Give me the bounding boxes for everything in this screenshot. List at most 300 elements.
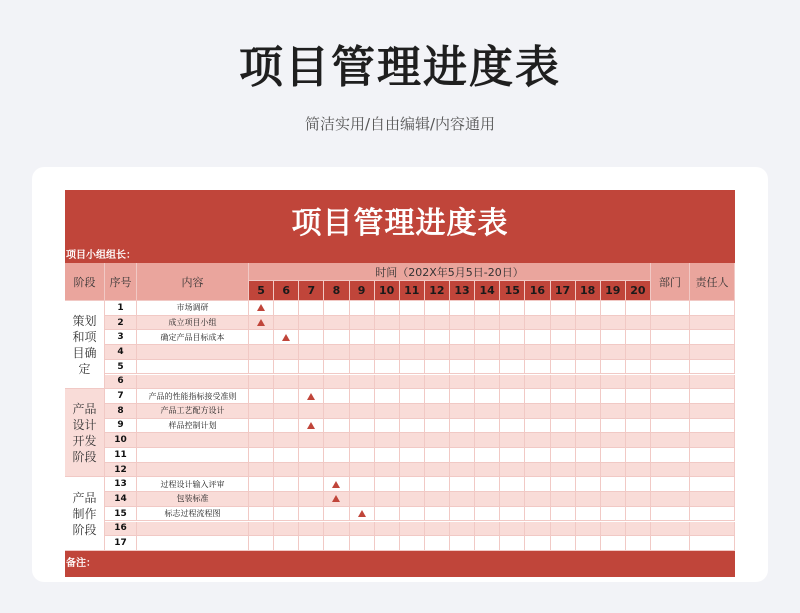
day-cell[interactable] bbox=[299, 477, 324, 492]
day-cell[interactable] bbox=[475, 301, 500, 316]
day-cell[interactable] bbox=[299, 419, 324, 434]
dept-cell[interactable] bbox=[651, 404, 690, 419]
owner-cell[interactable] bbox=[690, 345, 735, 360]
day-cell[interactable] bbox=[400, 522, 425, 537]
day-cell[interactable] bbox=[626, 448, 651, 463]
day-cell[interactable] bbox=[425, 536, 450, 551]
day-cell[interactable] bbox=[425, 375, 450, 390]
day-cell[interactable] bbox=[350, 477, 375, 492]
day-cell[interactable] bbox=[324, 345, 349, 360]
day-cell[interactable] bbox=[626, 419, 651, 434]
day-cell[interactable] bbox=[551, 360, 576, 375]
day-cell[interactable] bbox=[576, 536, 601, 551]
owner-cell[interactable] bbox=[690, 463, 735, 478]
day-cell[interactable] bbox=[626, 463, 651, 478]
dept-cell[interactable] bbox=[651, 301, 690, 316]
content-cell[interactable] bbox=[137, 536, 249, 551]
day-cell[interactable] bbox=[500, 448, 525, 463]
day-cell[interactable] bbox=[299, 404, 324, 419]
day-cell[interactable] bbox=[400, 507, 425, 522]
day-cell[interactable] bbox=[375, 448, 400, 463]
day-cell[interactable] bbox=[500, 536, 525, 551]
day-cell[interactable] bbox=[375, 345, 400, 360]
day-cell[interactable] bbox=[450, 507, 475, 522]
day-cell[interactable] bbox=[551, 330, 576, 345]
day-cell[interactable] bbox=[500, 492, 525, 507]
day-cell[interactable] bbox=[425, 463, 450, 478]
day-cell[interactable] bbox=[450, 536, 475, 551]
day-cell[interactable] bbox=[324, 448, 349, 463]
day-cell[interactable] bbox=[324, 330, 349, 345]
owner-cell[interactable] bbox=[690, 330, 735, 345]
day-cell[interactable] bbox=[500, 360, 525, 375]
day-cell[interactable] bbox=[601, 507, 626, 522]
dept-cell[interactable] bbox=[651, 433, 690, 448]
seq-cell[interactable]: 8 bbox=[105, 404, 137, 419]
day-cell[interactable] bbox=[425, 433, 450, 448]
day-cell[interactable] bbox=[576, 507, 601, 522]
day-cell[interactable] bbox=[375, 389, 400, 404]
day-cell[interactable] bbox=[525, 375, 550, 390]
day-cell[interactable] bbox=[350, 316, 375, 331]
day-cell[interactable] bbox=[576, 477, 601, 492]
day-cell[interactable] bbox=[249, 522, 274, 537]
day-cell[interactable] bbox=[274, 419, 299, 434]
content-cell[interactable]: 产品工艺配方设计 bbox=[137, 404, 249, 419]
seq-cell[interactable]: 9 bbox=[105, 419, 137, 434]
day-cell[interactable] bbox=[475, 507, 500, 522]
day-cell[interactable] bbox=[500, 345, 525, 360]
seq-cell[interactable]: 14 bbox=[105, 492, 137, 507]
day-cell[interactable] bbox=[626, 330, 651, 345]
dept-cell[interactable] bbox=[651, 375, 690, 390]
content-cell[interactable] bbox=[137, 463, 249, 478]
day-cell[interactable] bbox=[450, 477, 475, 492]
day-cell[interactable] bbox=[400, 301, 425, 316]
day-cell[interactable] bbox=[324, 404, 349, 419]
day-cell[interactable] bbox=[551, 389, 576, 404]
day-cell[interactable] bbox=[601, 492, 626, 507]
day-cell[interactable] bbox=[551, 522, 576, 537]
day-cell[interactable] bbox=[299, 360, 324, 375]
day-cell[interactable] bbox=[274, 301, 299, 316]
day-cell[interactable] bbox=[324, 477, 349, 492]
day-cell[interactable] bbox=[299, 448, 324, 463]
day-cell[interactable] bbox=[500, 507, 525, 522]
owner-cell[interactable] bbox=[690, 448, 735, 463]
day-cell[interactable] bbox=[475, 433, 500, 448]
day-cell[interactable] bbox=[375, 330, 400, 345]
day-cell[interactable] bbox=[249, 360, 274, 375]
day-cell[interactable] bbox=[475, 419, 500, 434]
day-cell[interactable] bbox=[626, 345, 651, 360]
day-cell[interactable] bbox=[249, 448, 274, 463]
day-cell[interactable] bbox=[450, 404, 475, 419]
day-cell[interactable] bbox=[249, 477, 274, 492]
day-cell[interactable] bbox=[525, 389, 550, 404]
content-cell[interactable]: 市场调研 bbox=[137, 301, 249, 316]
day-cell[interactable] bbox=[601, 463, 626, 478]
day-cell[interactable] bbox=[274, 330, 299, 345]
day-cell[interactable] bbox=[249, 389, 274, 404]
day-cell[interactable] bbox=[299, 522, 324, 537]
day-cell[interactable] bbox=[324, 360, 349, 375]
day-cell[interactable] bbox=[324, 316, 349, 331]
content-cell[interactable]: 确定产品目标成本 bbox=[137, 330, 249, 345]
day-cell[interactable] bbox=[425, 345, 450, 360]
day-cell[interactable] bbox=[551, 507, 576, 522]
day-cell[interactable] bbox=[500, 522, 525, 537]
day-cell[interactable] bbox=[400, 448, 425, 463]
day-cell[interactable] bbox=[525, 433, 550, 448]
content-cell[interactable] bbox=[137, 345, 249, 360]
day-cell[interactable] bbox=[350, 389, 375, 404]
day-cell[interactable] bbox=[299, 536, 324, 551]
day-cell[interactable] bbox=[626, 404, 651, 419]
day-cell[interactable] bbox=[375, 375, 400, 390]
day-cell[interactable] bbox=[350, 345, 375, 360]
day-cell[interactable] bbox=[525, 316, 550, 331]
owner-cell[interactable] bbox=[690, 360, 735, 375]
day-cell[interactable] bbox=[551, 433, 576, 448]
seq-cell[interactable]: 10 bbox=[105, 433, 137, 448]
day-cell[interactable] bbox=[450, 301, 475, 316]
day-cell[interactable] bbox=[626, 316, 651, 331]
day-cell[interactable] bbox=[551, 463, 576, 478]
day-cell[interactable] bbox=[400, 375, 425, 390]
seq-cell[interactable]: 3 bbox=[105, 330, 137, 345]
content-cell[interactable]: 成立项目小组 bbox=[137, 316, 249, 331]
day-cell[interactable] bbox=[274, 316, 299, 331]
day-cell[interactable] bbox=[375, 477, 400, 492]
day-cell[interactable] bbox=[400, 404, 425, 419]
day-cell[interactable] bbox=[500, 316, 525, 331]
day-cell[interactable] bbox=[601, 404, 626, 419]
day-cell[interactable] bbox=[299, 507, 324, 522]
day-cell[interactable] bbox=[576, 492, 601, 507]
day-cell[interactable] bbox=[475, 316, 500, 331]
day-cell[interactable] bbox=[626, 360, 651, 375]
day-cell[interactable] bbox=[375, 419, 400, 434]
day-cell[interactable] bbox=[475, 477, 500, 492]
seq-cell[interactable]: 11 bbox=[105, 448, 137, 463]
remarks-label[interactable]: 备注： bbox=[65, 551, 735, 577]
day-cell[interactable] bbox=[601, 522, 626, 537]
day-cell[interactable] bbox=[626, 522, 651, 537]
day-cell[interactable] bbox=[400, 345, 425, 360]
day-cell[interactable] bbox=[274, 345, 299, 360]
day-cell[interactable] bbox=[299, 463, 324, 478]
day-cell[interactable] bbox=[576, 316, 601, 331]
owner-cell[interactable] bbox=[690, 507, 735, 522]
day-cell[interactable] bbox=[274, 389, 299, 404]
day-cell[interactable] bbox=[400, 536, 425, 551]
day-cell[interactable] bbox=[274, 463, 299, 478]
day-cell[interactable] bbox=[525, 448, 550, 463]
day-cell[interactable] bbox=[601, 419, 626, 434]
day-cell[interactable] bbox=[551, 536, 576, 551]
dept-cell[interactable] bbox=[651, 360, 690, 375]
owner-cell[interactable] bbox=[690, 316, 735, 331]
day-cell[interactable] bbox=[450, 433, 475, 448]
day-cell[interactable] bbox=[350, 448, 375, 463]
day-cell[interactable] bbox=[249, 330, 274, 345]
day-cell[interactable] bbox=[425, 448, 450, 463]
day-cell[interactable] bbox=[576, 404, 601, 419]
day-cell[interactable] bbox=[400, 419, 425, 434]
day-cell[interactable] bbox=[249, 492, 274, 507]
day-cell[interactable] bbox=[500, 330, 525, 345]
day-cell[interactable] bbox=[601, 301, 626, 316]
day-cell[interactable] bbox=[400, 433, 425, 448]
owner-cell[interactable] bbox=[690, 301, 735, 316]
day-cell[interactable] bbox=[350, 419, 375, 434]
day-cell[interactable] bbox=[500, 404, 525, 419]
day-cell[interactable] bbox=[425, 419, 450, 434]
day-cell[interactable] bbox=[500, 389, 525, 404]
seq-cell[interactable]: 12 bbox=[105, 463, 137, 478]
day-cell[interactable] bbox=[551, 316, 576, 331]
day-cell[interactable] bbox=[299, 389, 324, 404]
day-cell[interactable] bbox=[400, 360, 425, 375]
day-cell[interactable] bbox=[274, 507, 299, 522]
day-cell[interactable] bbox=[350, 360, 375, 375]
day-cell[interactable] bbox=[324, 389, 349, 404]
day-cell[interactable] bbox=[576, 433, 601, 448]
day-cell[interactable] bbox=[551, 375, 576, 390]
day-cell[interactable] bbox=[249, 433, 274, 448]
day-cell[interactable] bbox=[249, 536, 274, 551]
content-cell[interactable] bbox=[137, 433, 249, 448]
day-cell[interactable] bbox=[274, 433, 299, 448]
day-cell[interactable] bbox=[249, 301, 274, 316]
day-cell[interactable] bbox=[350, 463, 375, 478]
day-cell[interactable] bbox=[249, 316, 274, 331]
day-cell[interactable] bbox=[626, 433, 651, 448]
dept-cell[interactable] bbox=[651, 536, 690, 551]
dept-cell[interactable] bbox=[651, 389, 690, 404]
day-cell[interactable] bbox=[475, 360, 500, 375]
day-cell[interactable] bbox=[475, 536, 500, 551]
seq-cell[interactable]: 4 bbox=[105, 345, 137, 360]
owner-cell[interactable] bbox=[690, 404, 735, 419]
day-cell[interactable] bbox=[601, 448, 626, 463]
owner-cell[interactable] bbox=[690, 477, 735, 492]
day-cell[interactable] bbox=[626, 375, 651, 390]
stage-cell[interactable]: 产品设计开发阶段 bbox=[65, 389, 105, 477]
day-cell[interactable] bbox=[626, 477, 651, 492]
seq-cell[interactable]: 13 bbox=[105, 477, 137, 492]
day-cell[interactable] bbox=[274, 492, 299, 507]
day-cell[interactable] bbox=[299, 330, 324, 345]
day-cell[interactable] bbox=[375, 301, 400, 316]
day-cell[interactable] bbox=[576, 522, 601, 537]
day-cell[interactable] bbox=[525, 360, 550, 375]
dept-cell[interactable] bbox=[651, 522, 690, 537]
dept-cell[interactable] bbox=[651, 345, 690, 360]
content-cell[interactable]: 过程设计输入评审 bbox=[137, 477, 249, 492]
day-cell[interactable] bbox=[299, 375, 324, 390]
day-cell[interactable] bbox=[500, 375, 525, 390]
day-cell[interactable] bbox=[525, 477, 550, 492]
day-cell[interactable] bbox=[249, 345, 274, 360]
seq-cell[interactable]: 7 bbox=[105, 389, 137, 404]
owner-cell[interactable] bbox=[690, 492, 735, 507]
day-cell[interactable] bbox=[450, 330, 475, 345]
day-cell[interactable] bbox=[500, 433, 525, 448]
day-cell[interactable] bbox=[324, 522, 349, 537]
dept-cell[interactable] bbox=[651, 492, 690, 507]
seq-cell[interactable]: 1 bbox=[105, 301, 137, 316]
day-cell[interactable] bbox=[450, 463, 475, 478]
stage-cell[interactable]: 策划和项目确定 bbox=[65, 301, 105, 389]
day-cell[interactable] bbox=[274, 522, 299, 537]
day-cell[interactable] bbox=[425, 316, 450, 331]
day-cell[interactable] bbox=[525, 301, 550, 316]
day-cell[interactable] bbox=[350, 536, 375, 551]
leader-label[interactable]: 项目小组组长： bbox=[65, 249, 735, 263]
day-cell[interactable] bbox=[450, 448, 475, 463]
day-cell[interactable] bbox=[375, 507, 400, 522]
day-cell[interactable] bbox=[400, 477, 425, 492]
day-cell[interactable] bbox=[324, 301, 349, 316]
day-cell[interactable] bbox=[475, 375, 500, 390]
day-cell[interactable] bbox=[601, 360, 626, 375]
day-cell[interactable] bbox=[551, 492, 576, 507]
dept-cell[interactable] bbox=[651, 419, 690, 434]
day-cell[interactable] bbox=[576, 301, 601, 316]
day-cell[interactable] bbox=[375, 463, 400, 478]
content-cell[interactable] bbox=[137, 360, 249, 375]
day-cell[interactable] bbox=[249, 375, 274, 390]
day-cell[interactable] bbox=[274, 448, 299, 463]
day-cell[interactable] bbox=[576, 330, 601, 345]
day-cell[interactable] bbox=[601, 389, 626, 404]
day-cell[interactable] bbox=[400, 492, 425, 507]
dept-cell[interactable] bbox=[651, 463, 690, 478]
day-cell[interactable] bbox=[576, 389, 601, 404]
day-cell[interactable] bbox=[350, 522, 375, 537]
day-cell[interactable] bbox=[576, 419, 601, 434]
day-cell[interactable] bbox=[350, 492, 375, 507]
seq-cell[interactable]: 6 bbox=[105, 375, 137, 390]
day-cell[interactable] bbox=[450, 375, 475, 390]
day-cell[interactable] bbox=[626, 492, 651, 507]
day-cell[interactable] bbox=[324, 419, 349, 434]
day-cell[interactable] bbox=[500, 419, 525, 434]
day-cell[interactable] bbox=[375, 492, 400, 507]
content-cell[interactable]: 样品控制计划 bbox=[137, 419, 249, 434]
day-cell[interactable] bbox=[400, 330, 425, 345]
day-cell[interactable] bbox=[425, 507, 450, 522]
day-cell[interactable] bbox=[576, 463, 601, 478]
owner-cell[interactable] bbox=[690, 522, 735, 537]
day-cell[interactable] bbox=[475, 389, 500, 404]
dept-cell[interactable] bbox=[651, 507, 690, 522]
day-cell[interactable] bbox=[525, 522, 550, 537]
content-cell[interactable]: 包装标准 bbox=[137, 492, 249, 507]
day-cell[interactable] bbox=[375, 433, 400, 448]
content-cell[interactable]: 标志过程流程图 bbox=[137, 507, 249, 522]
seq-cell[interactable]: 16 bbox=[105, 522, 137, 537]
day-cell[interactable] bbox=[324, 375, 349, 390]
day-cell[interactable] bbox=[525, 492, 550, 507]
day-cell[interactable] bbox=[475, 463, 500, 478]
day-cell[interactable] bbox=[500, 477, 525, 492]
day-cell[interactable] bbox=[425, 360, 450, 375]
day-cell[interactable] bbox=[375, 404, 400, 419]
day-cell[interactable] bbox=[375, 522, 400, 537]
day-cell[interactable] bbox=[249, 419, 274, 434]
day-cell[interactable] bbox=[450, 316, 475, 331]
owner-cell[interactable] bbox=[690, 433, 735, 448]
day-cell[interactable] bbox=[375, 360, 400, 375]
dept-cell[interactable] bbox=[651, 448, 690, 463]
day-cell[interactable] bbox=[576, 448, 601, 463]
day-cell[interactable] bbox=[249, 507, 274, 522]
day-cell[interactable] bbox=[299, 301, 324, 316]
owner-cell[interactable] bbox=[690, 419, 735, 434]
day-cell[interactable] bbox=[450, 522, 475, 537]
day-cell[interactable] bbox=[576, 360, 601, 375]
day-cell[interactable] bbox=[576, 375, 601, 390]
day-cell[interactable] bbox=[601, 330, 626, 345]
day-cell[interactable] bbox=[551, 345, 576, 360]
day-cell[interactable] bbox=[551, 477, 576, 492]
day-cell[interactable] bbox=[450, 360, 475, 375]
day-cell[interactable] bbox=[525, 330, 550, 345]
day-cell[interactable] bbox=[350, 330, 375, 345]
day-cell[interactable] bbox=[324, 433, 349, 448]
owner-cell[interactable] bbox=[690, 375, 735, 390]
day-cell[interactable] bbox=[274, 404, 299, 419]
day-cell[interactable] bbox=[525, 536, 550, 551]
day-cell[interactable] bbox=[299, 345, 324, 360]
day-cell[interactable] bbox=[525, 463, 550, 478]
seq-cell[interactable]: 15 bbox=[105, 507, 137, 522]
dept-cell[interactable] bbox=[651, 330, 690, 345]
day-cell[interactable] bbox=[475, 448, 500, 463]
day-cell[interactable] bbox=[249, 463, 274, 478]
day-cell[interactable] bbox=[626, 507, 651, 522]
day-cell[interactable] bbox=[576, 345, 601, 360]
day-cell[interactable] bbox=[425, 477, 450, 492]
day-cell[interactable] bbox=[551, 404, 576, 419]
day-cell[interactable] bbox=[425, 492, 450, 507]
day-cell[interactable] bbox=[450, 389, 475, 404]
day-cell[interactable] bbox=[551, 448, 576, 463]
day-cell[interactable] bbox=[475, 330, 500, 345]
content-cell[interactable] bbox=[137, 448, 249, 463]
day-cell[interactable] bbox=[299, 492, 324, 507]
day-cell[interactable] bbox=[400, 316, 425, 331]
day-cell[interactable] bbox=[450, 419, 475, 434]
day-cell[interactable] bbox=[249, 404, 274, 419]
day-cell[interactable] bbox=[274, 360, 299, 375]
day-cell[interactable] bbox=[601, 477, 626, 492]
day-cell[interactable] bbox=[626, 389, 651, 404]
day-cell[interactable] bbox=[299, 433, 324, 448]
day-cell[interactable] bbox=[475, 492, 500, 507]
day-cell[interactable] bbox=[425, 404, 450, 419]
day-cell[interactable] bbox=[274, 477, 299, 492]
stage-cell[interactable]: 产品制作阶段 bbox=[65, 477, 105, 551]
day-cell[interactable] bbox=[525, 345, 550, 360]
day-cell[interactable] bbox=[500, 301, 525, 316]
day-cell[interactable] bbox=[350, 375, 375, 390]
day-cell[interactable] bbox=[324, 507, 349, 522]
day-cell[interactable] bbox=[299, 316, 324, 331]
